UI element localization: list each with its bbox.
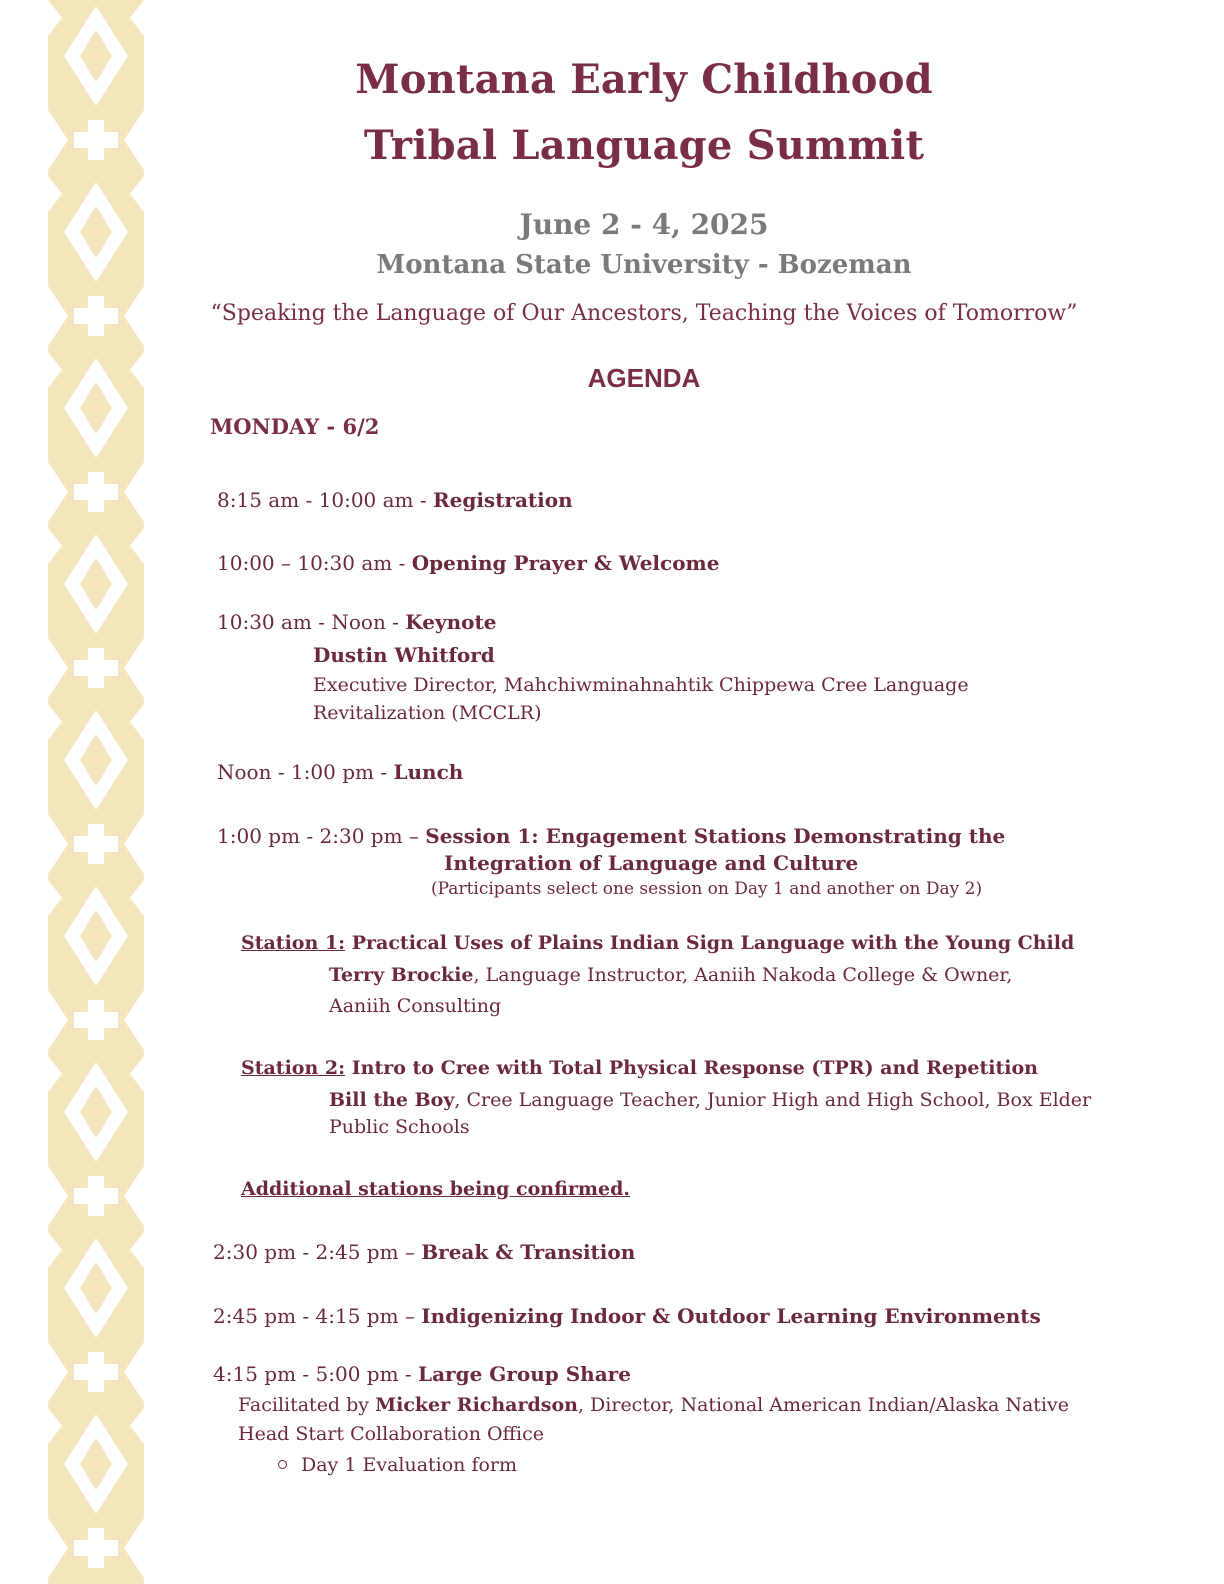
share-facilitator xyxy=(238,1394,1069,1416)
station-2-role-line-2: Public Schools xyxy=(329,1116,470,1138)
evaluation-form-item xyxy=(278,1454,517,1476)
facilitator-name: Micker Richardson xyxy=(375,1394,578,1416)
evaluation-form-label: Day 1 Evaluation form xyxy=(301,1454,518,1476)
facilitated-prefix: Facilitated by xyxy=(238,1394,376,1416)
station-2-title: Intro to Cree with Total Physical Response (TPR) and Repetition xyxy=(345,1057,1038,1079)
title-line-2: Tribal Language Summit xyxy=(363,122,925,169)
item-title: Session 1: Engagement Stations Demonstrating the xyxy=(425,824,1006,848)
keynote-speaker: Dustin Whitford xyxy=(313,643,495,667)
presenter-role: , Cree Language Teacher, Junior High and High School, Box Elder xyxy=(454,1089,1092,1111)
additional-stations-note: Additional stations being confirmed. xyxy=(241,1178,631,1200)
keynote-role-line-2: Revitalization (MCCLR) xyxy=(313,702,542,724)
agenda-item-indigenizing xyxy=(213,1304,1041,1328)
presenter-name: Bill the Boy xyxy=(329,1089,455,1111)
item-title: Opening Prayer & Welcome xyxy=(411,551,720,575)
agenda-heading: AGENDA xyxy=(587,363,701,393)
station-1-role-line-2: Aaniih Consulting xyxy=(329,995,502,1017)
item-time: 10:00 – 10:30 am - xyxy=(217,551,412,575)
bullet-icon xyxy=(278,1460,287,1469)
item-title: Keynote xyxy=(405,610,497,634)
event-dates: June 2 - 4, 2025 xyxy=(519,208,769,241)
item-time: 2:45 pm - 4:15 pm – xyxy=(213,1304,422,1328)
item-time: 10:30 am - Noon - xyxy=(217,610,406,634)
agenda-item-session-1 xyxy=(217,824,1005,848)
item-time: 2:30 pm - 2:45 pm – xyxy=(213,1240,422,1264)
agenda-item-welcome xyxy=(217,551,719,575)
item-title: Break & Transition xyxy=(421,1240,636,1264)
item-time: 1:00 pm - 2:30 pm – xyxy=(217,824,426,848)
agenda-item-large-group-share xyxy=(213,1362,631,1386)
presenter-role: , Language Instructor, Aaniih Nakoda College & Owner, xyxy=(473,964,1013,986)
station-2-presenter xyxy=(329,1089,1091,1111)
item-title: Registration xyxy=(433,488,573,512)
share-role-line-2: Head Start Collaboration Office xyxy=(238,1423,545,1445)
agenda-item-lunch xyxy=(217,760,463,784)
keynote-role-line-1: Executive Director, Mahchiwminahnahtik Chippewa Cree Language xyxy=(313,674,969,696)
decorative-border xyxy=(48,0,144,1584)
title-line-1: Montana Early Childhood xyxy=(355,56,933,103)
item-time: Noon - 1:00 pm - xyxy=(217,760,394,784)
item-title: Indigenizing Indoor & Outdoor Learning Environments xyxy=(421,1304,1041,1328)
station-1-presenter xyxy=(329,964,1012,986)
agenda-item-registration xyxy=(217,488,573,512)
station-1-heading xyxy=(241,932,1074,954)
presenter-name: Terry Brockie xyxy=(329,964,474,986)
item-time: 8:15 am - 10:00 am - xyxy=(217,488,433,512)
item-title: Large Group Share xyxy=(418,1362,631,1386)
station-2-heading xyxy=(241,1057,1038,1079)
item-time: 4:15 pm - 5:00 pm - xyxy=(213,1362,419,1386)
event-venue: Montana State University - Bozeman xyxy=(376,250,912,280)
station-2-label: Station 2: xyxy=(241,1057,346,1079)
facilitator-role: , Director, National American Indian/Alaska Native xyxy=(577,1394,1069,1416)
station-1-title: Practical Uses of Plains Indian Sign Language with the Young Child xyxy=(345,932,1075,954)
day-heading: MONDAY - 6/2 xyxy=(210,414,380,439)
session-1-note: (Participants select one session on Day 1 and another on Day 2) xyxy=(431,879,983,899)
item-title: Lunch xyxy=(393,760,464,784)
session-1-title-line-2: Integration of Language and Culture xyxy=(444,851,859,875)
agenda-item-break xyxy=(213,1240,635,1264)
station-1-label: Station 1: xyxy=(241,932,346,954)
agenda-item-keynote xyxy=(217,610,496,634)
event-tagline: “Speaking the Language of Our Ancestors, Teaching the Voices of Tomorrow” xyxy=(210,301,1078,326)
